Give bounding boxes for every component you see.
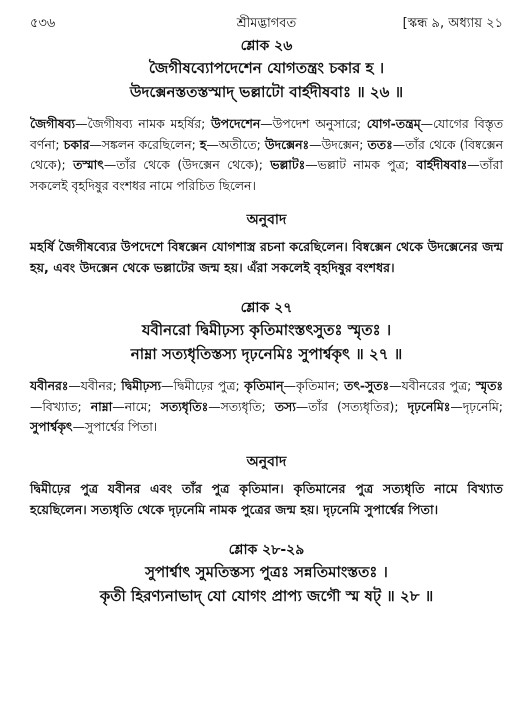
gloss-term: দৃঢ়নেমিঃ	[407, 398, 451, 414]
verse-line: যবীনরো দ্বিমীঢ়স্য কৃতিমাংস্তৎসুতঃ স্মৃতঃ ।	[141, 321, 392, 339]
gloss-meaning: —অতীতে;	[206, 136, 265, 152]
verse-line: উদক্সেনস্ততস্তস্মাদ্ ভল্লাটো বার্হদীষবাঃ ॥ ২৬ ॥	[129, 83, 404, 101]
verse-line: সুপার্শ্বাৎ সুমতিস্তস্য পুত্রঃ সন্নতিমাংস্ততঃ ।	[145, 562, 388, 581]
gloss-term: উদক্সেনঃ	[264, 136, 310, 152]
gloss-term: তস্য	[274, 398, 296, 414]
gloss-meaning: —ভল্লাট নামক পুত্র;	[305, 157, 417, 172]
translation-text: দ্বিমীঢ়ের পুত্র যবীনর এবং তাঁর পুত্র কৃতিমান। কৃতিমানের পুত্র সত্যধৃতি নামে বিখ্যাত হয়েছিলেন। সত্যধৃতি থেকে দৃঢ়নেমি নামক পুত্রের জন্ম হয়। দৃঢ়নেমি সুপার্শ্বের পিতা।	[30, 480, 503, 517]
gloss-term: তস্মাৎ	[73, 157, 104, 172]
gloss-term: দ্বিমীঢ়স্য	[121, 378, 162, 393]
gloss-meaning: —উপদেশ অনুসারে;	[260, 116, 367, 131]
gloss-meaning: —উদক্সেন;	[309, 136, 368, 152]
page-number: ৫৩৬	[30, 16, 56, 31]
gloss-term: কৃতিমান্	[244, 378, 284, 393]
word-gloss	[30, 376, 503, 438]
gloss-meaning: —যবীনরের পুত্র;	[389, 378, 476, 393]
gloss-term: বার্হদীষবাঃ	[416, 157, 468, 172]
gloss-meaning: —যোগের বিস্তৃত বর্ণনা;	[30, 116, 503, 152]
book-title: শ্রীমদ্ভাগবত	[236, 16, 297, 31]
gloss-term: ভল্লাটঃ	[270, 157, 306, 172]
sloka-heading: শ্লোক ২৬	[240, 38, 293, 54]
gloss-term: জৈগীষব্য	[30, 116, 76, 131]
translation-heading: অনুবাদ	[246, 453, 287, 470]
gloss-meaning: —কৃতিমান;	[283, 378, 345, 393]
verse-line: কৃতী হিরণ্যনাভাদ্ যো যোগং প্রাপ্য জগৌ স্ম ষট্ ॥ ২৮ ॥	[99, 586, 434, 605]
running-header	[30, 0, 503, 30]
gloss-meaning: —যবীনর;	[68, 378, 122, 393]
gloss-meaning: —দ্বিমীঢ়ের পুত্র;	[161, 378, 245, 393]
gloss-meaning: —তাঁর থেকে (বিষ্বক্সেন থেকে);	[30, 136, 503, 172]
gloss-term: সুপার্শ্বকৃৎ	[30, 419, 73, 434]
gloss-term: চকার	[63, 136, 90, 152]
gloss-term: ততঃ	[367, 136, 393, 152]
gloss-term: স্মৃতঃ	[475, 378, 504, 393]
sloka-heading: শ্লোক ২৭	[240, 300, 293, 316]
gloss-term: তৎ-সুতঃ	[344, 378, 390, 393]
gloss-term: উপদেশেন	[210, 116, 261, 131]
gloss-meaning: —তাঁর থেকে (উদক্সেন থেকে);	[103, 157, 271, 172]
gloss-meaning: —দৃঢ়নেমি;	[450, 398, 503, 414]
gloss-meaning: —সঙ্কলন করেছিলেন;	[89, 136, 200, 152]
translation-heading: অনুবাদ	[246, 212, 287, 228]
gloss-meaning: —জৈগীষব্য নামক মহর্ষির;	[75, 116, 211, 131]
verse-line: নাম্না সত্যধৃতিস্তস্য দৃঢ়নেমিঃ সুপার্শ্বকৃৎ ॥ ২৭ ॥	[130, 345, 403, 363]
gloss-meaning: —নামে;	[112, 398, 161, 414]
gloss-term: যোগ-তন্ত্রম্	[366, 116, 421, 131]
verse-line: জৈগীষব্যোপদেশেন যোগতন্ত্রং চকার হ ।	[148, 59, 385, 77]
gloss-meaning: —সত্যধৃতি;	[208, 398, 275, 414]
word-gloss	[30, 114, 503, 196]
gloss-term: যবীনরঃ	[30, 378, 69, 393]
translation-text: মহর্ষি জৈগীষব্যের উপদেশে বিষ্বক্সেন যোগশাস্ত্র রচনা করেছিলেন। বিষ্বক্সেন থেকে উদক্সেনের জন্ম হয়, এবং উদক্সেন থেকে ভল্লাটের জন্ম হয়। এঁরা সকলেই বৃহদিষুর বংশধর।	[30, 239, 503, 275]
chapter-reference: [স্কন্ধ ৯, অধ্যায় ২১	[402, 16, 503, 31]
gloss-meaning: —তাঁর (সত্যধৃতির);	[295, 398, 408, 414]
gloss-term: নাম্না	[90, 398, 113, 414]
gloss-term: সত্যধৃতিঃ	[160, 398, 209, 414]
gloss-meaning: —বিখ্যাত;	[30, 398, 91, 414]
sloka-heading: শ্লোক ২৮-২৯	[228, 541, 305, 558]
gloss-meaning: —তাঁরা সকলেই বৃহদিষুর বংশধর নামে পরিচিত ছিলেন।	[30, 157, 503, 193]
gloss-meaning: —সুপার্শ্বের পিতা।	[72, 419, 158, 434]
gloss-term: হ	[199, 136, 207, 152]
